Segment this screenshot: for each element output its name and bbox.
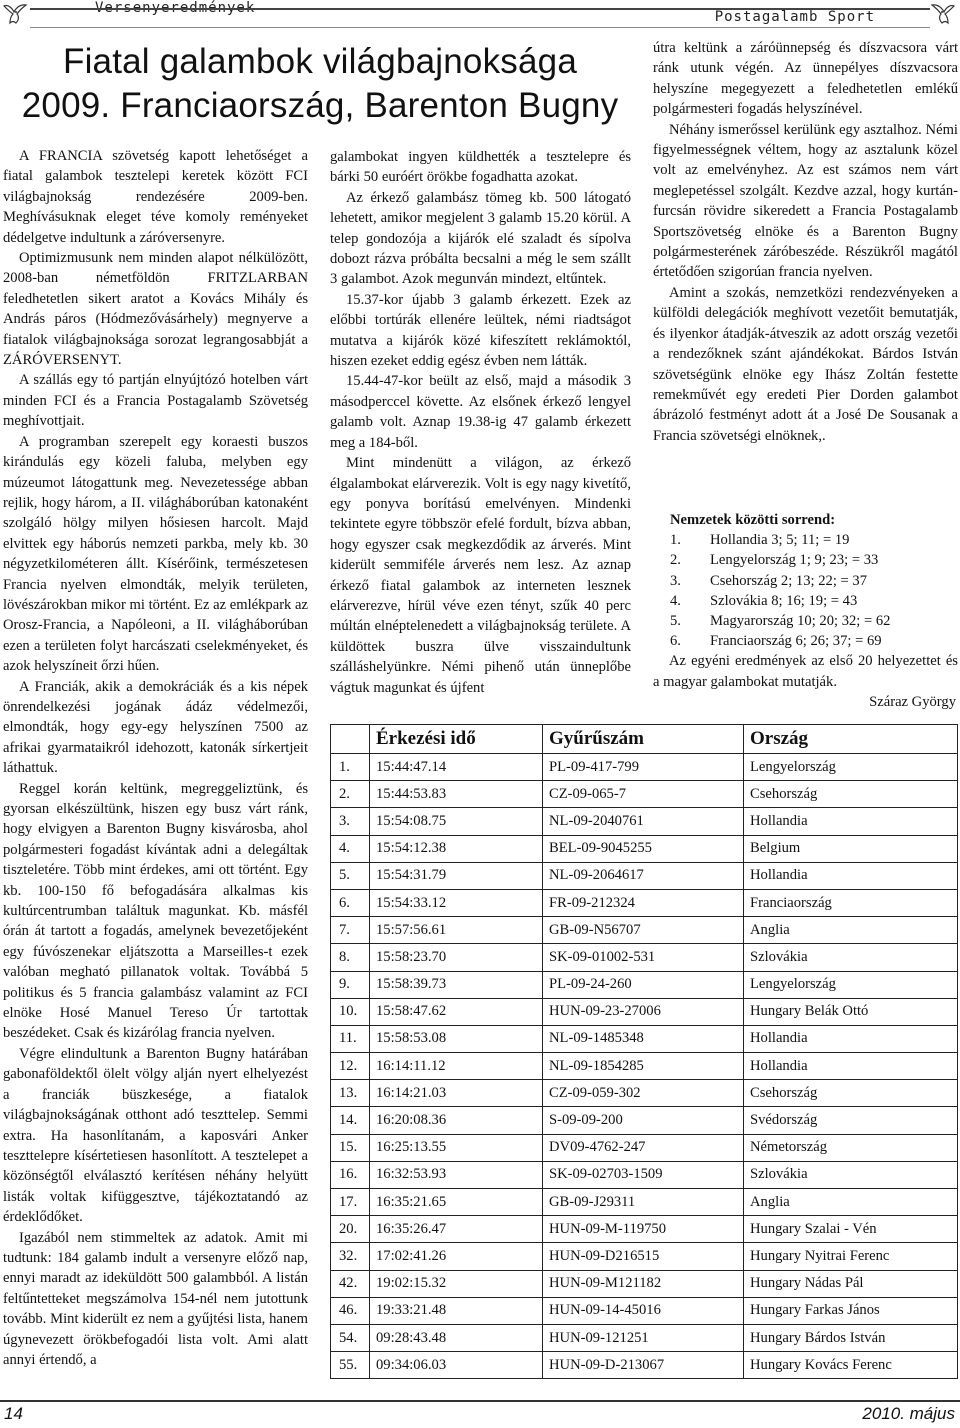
table-row (331, 944, 958, 971)
cell-country: Franciaország (744, 889, 958, 916)
table-header-row (331, 725, 958, 754)
magazine-label: Postagalamb Sport (714, 9, 875, 25)
table-row (331, 862, 958, 889)
cell-index: 32. (331, 1243, 370, 1270)
cell-arrival-time: 09:28:43.48 (370, 1324, 543, 1351)
table-row (331, 1324, 958, 1351)
paragraph: A programban szerepelt egy koraesti buszos kirándulás egy közeli faluba, melyben egy múzeumot látogattunk meg. Nevezetessége abban rejlik, hogy három, a II. világháborúban katonaként szolgáló hölgy milyen hősiesen harcolt. Majd elvittek egy háborús nemzeti parkba, mely kb. 30 négyzetkilométeren állt. Kísérőink, természetesen Francia nyelven elmondták, melyik területen, lövészárokban mikor mi történt. Ez az emlékpark az Orosz-Francia, a Napóleoni, a II. világháborúban ezen a területen folyt harcászati cselekményeket, és azok helyszíneit őrzi hűen. (3, 433, 308, 675)
paragraph: Néhány ismerőssel kerülünk egy asztalhoz. Némi figyelmességnek véltem, hogy az asztalunk közel volt az emelvényhez. Az est számos nem várt meglepetéssel szolgált. Kezdve azzal, hogy kurtán-furcsán rövidre sikeredett a Francia Postagalamb Sportszövetség elnöke és a Barenton Bugny polgármesterének záróbeszéde. Részükről magától értetődően szigorúan francia nyelven. (653, 121, 958, 281)
cell-index: 5. (331, 862, 370, 889)
paragraph: A FRANCIA szövetség kapott lehetőséget a fiatal galambok tesztelepi keretek között FCI világbajnokság rendezésére 2009-ben. Meghívásuknak eleget téve komoly reményeket dédelgetve indultunk a záróversenyre. (3, 148, 308, 246)
header-ring-number: Gyűrűszám (543, 725, 744, 754)
cell-index: 2. (331, 781, 370, 808)
cell-arrival-time: 15:54:31.79 (370, 862, 543, 889)
table-row (331, 917, 958, 944)
paragraph: Reggel korán keltünk, megreggeliztünk, és gyorsan elkészültünk, hiszen egy busz várt ránk, hogy elvigyen a Barenton Bugny kisvárosba, ahol polgármesteri fogadást kívántak adni a delegáltak tiszteletére. Több mint érdekes, ami ott történt. Egy kb. 100-150 fő befogadására alkalmas kis kultúrcentrumban találtuk magunkat. Kb. másfél órán át tartott a fogadás, amelynek bevezetőjeként egy fúvószenekar eljátszotta a Marseilles-t ezek valóban megható pillanatok voltak. Továbbá 5 politikus és 5 francia galambász valamint az FCI elnöke Hosé Manuel Tereso Úr tartottak beszédeket. Csak és kizárólag francia nyelven. (3, 780, 308, 1042)
issue-date: 2010. május (862, 1404, 955, 1423)
cell-index: 46. (331, 1297, 370, 1324)
ranking-item (653, 611, 958, 631)
ranking-number: 3. (670, 572, 681, 589)
cell-ring-number: SK-09-01002-531 (543, 944, 744, 971)
cell-country: Szlovákia (744, 1161, 958, 1188)
paragraph: Optimizmusunk nem minden alapot nélkülözött, 2008-ban németföldön FRITZLARBAN feledhetetlen sikert aratot a Kovács Mihály és András páros (Hódmezővásárhely) megnyerve a fiatalok világbajnoksága sorozat legrangosabbját a ZÁRÓVERSENYT. (3, 250, 308, 369)
paragraph: A Franciák, akik a demokráciák és a kis népek önrendelkezési jogának ádáz védelmezői, elmondták, hogy egy-egy helyszínen 7500 az afrikai gyarmataikról idehozott, katonák sírkertjeit láthattuk. (3, 678, 308, 777)
ranking-text: Szlovákia 8; 16; 19; = 43 (710, 592, 858, 609)
paragraph: 15.37-kor újabb 3 galamb érkezett. Ezek az előbbi tortúrák ellenére leültek, némi riadtságot mutatva a kijárók közé kifeszített reklámoktól, hiszen ezeket eddig egész évben nem látták. (330, 291, 631, 370)
ranking-item (653, 550, 958, 570)
cell-index: 55. (331, 1352, 370, 1379)
cell-ring-number: HUN-09-D216515 (543, 1243, 744, 1270)
cell-index: 54. (331, 1324, 370, 1351)
cell-index: 11. (331, 1025, 370, 1052)
cell-arrival-time: 15:54:08.75 (370, 808, 543, 835)
cell-ring-number: SK-09-02703-1509 (543, 1161, 744, 1188)
cell-arrival-time: 15:58:23.70 (370, 944, 543, 971)
article-title (0, 40, 640, 128)
ranking-number: 5. (670, 613, 681, 630)
paragraph: útra keltünk a záróünnepség és díszvacsora várt ránk utunk végén. Az ünnepélyes díszvacsora helyszíne megegyezett a feledhetetlen emlékű polgármesteri fogadás helyszínével. (653, 40, 958, 118)
cell-arrival-time: 15:54:33.12 (370, 889, 543, 916)
cell-index: 10. (331, 998, 370, 1025)
cell-arrival-time: 15:44:53.83 (370, 781, 543, 808)
table-row (331, 1216, 958, 1243)
article-author: Száraz György (869, 693, 956, 710)
cell-arrival-time: 16:35:21.65 (370, 1189, 543, 1216)
cell-index: 12. (331, 1053, 370, 1080)
header-arrival-time: Érkezési idő (370, 725, 543, 754)
paragraph: Az érkező galambász tömeg kb. 500 látogató lehetett, amikor megjelent 3 galamb 15.20 körül. A telep gondozója a kijárók elé szaladt és sípolva dobozt rázva próbálta becsalni a még le sem szállt 3 galambot. Azok megunván mindezt, eltűntek. (330, 189, 631, 288)
ranking-text: Hollandia 3; 5; 11; = 19 (710, 532, 850, 549)
page-number: 14 (4, 1404, 23, 1423)
cell-ring-number: HUN-09-14-45016 (543, 1297, 744, 1324)
article-title-line-1: Fiatal galambok világbajnoksága (62, 42, 577, 81)
cell-country: Anglia (744, 1189, 958, 1216)
table-row (331, 889, 958, 916)
cell-index: 1. (331, 754, 370, 781)
cell-index: 6. (331, 889, 370, 916)
cell-country: Hungary Bárdos István (744, 1324, 958, 1351)
cell-country: Csehország (744, 781, 958, 808)
paragraph: A szállás egy tó partján elnyújtózó hotelben várt minden FCI és a Francia Postagalamb Szövetség meghívottjait. (3, 372, 308, 430)
paragraph: galambokat ingyen küldhették a tesztelepre és bárki 50 euróért örökbe fogadhatta azokat. (330, 149, 631, 186)
cell-arrival-time: 16:25:13.55 (370, 1134, 543, 1161)
cell-ring-number: NL-09-1854285 (543, 1053, 744, 1080)
cell-arrival-time: 16:14:21.03 (370, 1080, 543, 1107)
cell-country: Németország (744, 1134, 958, 1161)
cell-ring-number: CZ-09-059-302 (543, 1080, 744, 1107)
cell-ring-number: HUN-09-M-119750 (543, 1216, 744, 1243)
cell-country: Hungary Belák Ottó (744, 998, 958, 1025)
ranking-item (653, 631, 958, 651)
cell-ring-number: PL-09-417-799 (543, 754, 744, 781)
cell-ring-number: NL-09-2040761 (543, 808, 744, 835)
cell-country: Lengyelország (744, 754, 958, 781)
ranking-text: Lengyelország 1; 9; 23; = 33 (710, 552, 879, 569)
cell-arrival-time: 19:02:15.32 (370, 1270, 543, 1297)
cell-arrival-time: 15:44:47.14 (370, 754, 543, 781)
cell-arrival-time: 15:58:39.73 (370, 971, 543, 998)
cell-ring-number: HUN-09-121251 (543, 1324, 744, 1351)
table-row (331, 1134, 958, 1161)
cell-ring-number: NL-09-2064617 (543, 862, 744, 889)
table-row (331, 1025, 958, 1052)
cell-index: 15. (331, 1134, 370, 1161)
cell-arrival-time: 15:57:56.61 (370, 917, 543, 944)
cell-index: 3. (331, 808, 370, 835)
cell-arrival-time: 16:20:08.36 (370, 1107, 543, 1134)
table-row (331, 998, 958, 1025)
cell-country: Hollandia (744, 1025, 958, 1052)
results-body (331, 754, 958, 1379)
cell-arrival-time: 15:58:53.08 (370, 1025, 543, 1052)
pigeon-logo-icon (930, 2, 956, 26)
ranking-number: 2. (670, 552, 681, 569)
ranking-item (653, 571, 958, 591)
header-index (331, 725, 370, 754)
cell-country: Lengyelország (744, 971, 958, 998)
cell-ring-number: GB-09-J29311 (543, 1189, 744, 1216)
cell-country: Szlovákia (744, 944, 958, 971)
cell-ring-number: GB-09-N56707 (543, 917, 744, 944)
table-row (331, 1053, 958, 1080)
cell-arrival-time: 15:58:47.62 (370, 998, 543, 1025)
cell-index: 8. (331, 944, 370, 971)
footer-rule (0, 1400, 960, 1402)
results-table (330, 724, 958, 1379)
table-row (331, 754, 958, 781)
cell-index: 14. (331, 1107, 370, 1134)
cell-index: 9. (331, 971, 370, 998)
cell-arrival-time: 15:54:12.38 (370, 835, 543, 862)
cell-ring-number: HUN-09-23-27006 (543, 998, 744, 1025)
cell-country: Csehország (744, 1080, 958, 1107)
cell-index: 20. (331, 1216, 370, 1243)
table-row (331, 1297, 958, 1324)
cell-country: Hollandia (744, 1053, 958, 1080)
cell-arrival-time: 16:32:53.93 (370, 1161, 543, 1188)
pigeon-logo-icon (2, 2, 28, 26)
table-row (331, 835, 958, 862)
cell-country: Hungary Kovács Ferenc (744, 1352, 958, 1379)
paragraph: Végre elindultunk a Barenton Bugny határában gabonaföldektől ölelt völgy alján nyert elhelyezést a franciák büszkesége, a fiatalok világbajnokságának otthont adó teszttelep. Semmi extra. Ha hasonlítanám, a kaposvári Anker teszttelepre kísértetiesen hasonlított. A tesztelepet a közönségtől elválasztó kerítésen néhány helyütt listák voltak kifüggesztve, tájékoztatandó az érdeklődőket. (3, 1045, 308, 1226)
cell-country: Hungary Farkas János (744, 1297, 958, 1324)
table-row (331, 1189, 958, 1216)
cell-ring-number: NL-09-1485348 (543, 1025, 744, 1052)
article-column-2 (330, 147, 631, 698)
table-row (331, 1161, 958, 1188)
section-label: Versenyeredmények (95, 0, 256, 16)
cell-arrival-time: 19:33:21.48 (370, 1297, 543, 1324)
cell-arrival-time: 17:02:41.26 (370, 1243, 543, 1270)
cell-ring-number: HUN-09-M121182 (543, 1270, 744, 1297)
ranking-item (653, 591, 958, 611)
article-column-1 (3, 146, 308, 1370)
table-row (331, 1243, 958, 1270)
cell-ring-number: HUN-09-D-213067 (543, 1352, 744, 1379)
table-row (331, 1080, 958, 1107)
ranking-title: Nemzetek közötti sorrend: (670, 512, 836, 528)
table-row (331, 808, 958, 835)
cell-ring-number: S-09-09-200 (543, 1107, 744, 1134)
cell-ring-number: DV09-4762-247 (543, 1134, 744, 1161)
ranking-text: Magyarország 10; 20; 32; = 62 (710, 613, 891, 630)
paragraph: Amint a szokás, nemzetközi rendezvényeken a külföldi delegációk meghívott vezetőit bemutatják, és ilyenkor átadják-átveszik az adott ország vezetői a rendezőknek szánt ajándékokat. Bárdos István szövetségünk elnöke egy Ihász Zoltán festette remekművét egy eredeti Pier Dorden galambot ábrázoló festményt adott át a José De Sousanak a Francia szövetségi elnöknek,. (653, 284, 958, 444)
table-row (331, 971, 958, 998)
ranking-number: 6. (670, 633, 681, 650)
paragraph: Mint mindenütt a világon, az érkező élgalambokat elárverezik. Volt is egy nagy kivetítő, egy ponyva borítású emelvényen. Mindenki tekintete egyre többször efelé fordult, bízva abban, hogy egyszer csak megkezdődik az árverés. Mint kiderült semmiféle árverés nem lesz. Az aznap érkező fiatal galambok az interneten lesznek elárverezve, hírül véve ezen tényt, szűk 40 perc múltán elnéptelenedett a világbajnokság területe. A küldöttek buszra ülve visszaindultunk szálláshelyünkre. Némi pihenő után ünneplőbe vágtuk magunkat és újfent (330, 455, 631, 696)
ranking-note: Az egyéni eredmények az első 20 helyezettet és a magyar galambokat mutatják. (653, 653, 958, 690)
cell-country: Hungary Nádas Pál (744, 1270, 958, 1297)
cell-index: 16. (331, 1161, 370, 1188)
table-row (331, 1107, 958, 1134)
table-row (331, 781, 958, 808)
ranking-text: Franciaország 6; 26; 37; = 69 (710, 633, 882, 650)
cell-ring-number: BEL-09-9045255 (543, 835, 744, 862)
cell-country: Hungary Szalai - Vén (744, 1216, 958, 1243)
header-country: Ország (744, 725, 958, 754)
ranking-number: 4. (670, 592, 681, 609)
ranking-text: Csehország 2; 13; 22; = 37 (710, 572, 867, 589)
article-title-line-2: 2009. Franciaország, Barenton Bugny (21, 86, 619, 125)
cell-ring-number: CZ-09-065-7 (543, 781, 744, 808)
cell-country: Hungary Nyitrai Ferenc (744, 1243, 958, 1270)
cell-index: 7. (331, 917, 370, 944)
cell-arrival-time: 16:14:11.12 (370, 1053, 543, 1080)
cell-ring-number: PL-09-24-260 (543, 971, 744, 998)
table-row (331, 1352, 958, 1379)
cell-country: Svédország (744, 1107, 958, 1134)
paragraph: 15.44-47-kor beült az első, majd a második 3 másodperccel követte. Az elsőnek érkező lengyel galamb volt. Aznap 19.38-ig 47 galamb érkezett meg a 184-ből. (330, 373, 631, 451)
cell-ring-number: FR-09-212324 (543, 889, 744, 916)
cell-country: Hollandia (744, 808, 958, 835)
ranking-number: 1. (670, 532, 681, 549)
cell-index: 42. (331, 1270, 370, 1297)
cell-arrival-time: 09:34:06.03 (370, 1352, 543, 1379)
cell-index: 4. (331, 835, 370, 862)
cell-country: Hollandia (744, 862, 958, 889)
cell-arrival-time: 16:35:26.47 (370, 1216, 543, 1243)
cell-country: Belgium (744, 835, 958, 862)
nations-ranking (653, 510, 958, 712)
cell-country: Anglia (744, 917, 958, 944)
cell-index: 17. (331, 1189, 370, 1216)
ranking-item (653, 530, 958, 550)
table-row (331, 1270, 958, 1297)
paragraph: Igazából nem stimmeltek az adatok. Amit mi tudtunk: 184 galamb indult a versenyre előző nap, ennyi maradt az ideküldött 500 galambból. A listán feltűntetteket megszámolva 154-nél nem jutottunk tovább. Mint kiderült ez nem a gyűjtési lista, hanem úgynevezett örökbefogadói lista volt. Ami alatt annyi értendő, a (3, 1229, 308, 1368)
article-column-3 (653, 38, 958, 446)
cell-index: 13. (331, 1080, 370, 1107)
